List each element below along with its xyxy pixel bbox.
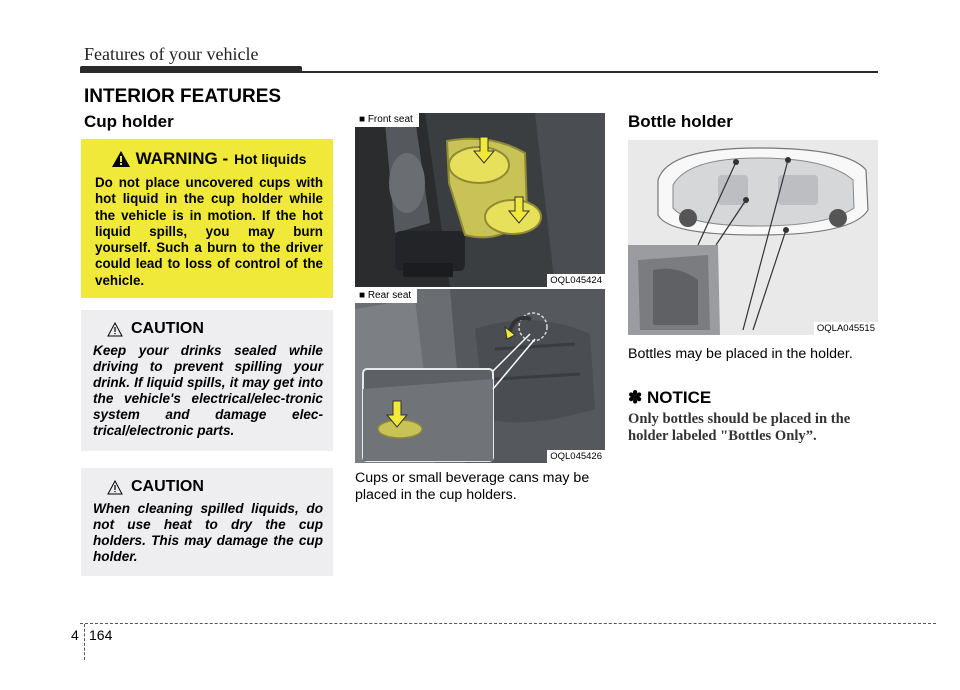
warning-box: [81, 139, 333, 298]
caution-triangle-icon: [107, 322, 123, 337]
rear-seat-label: ■ Rear seat: [355, 289, 417, 303]
front-seat-cup-holder-photo: [355, 113, 605, 287]
section-title: INTERIOR FEATURES: [84, 86, 282, 107]
warning-label: WARNING -: [135, 149, 229, 168]
warning-body: Do not place uncovered cups with hot liquid in the cup holder while the vehicle is in motion. If the hot liquid spills, you may burn yourself. Such a burn to the driver could lead to loss of control of the vehicle.: [95, 175, 323, 288]
header-rule: [80, 71, 878, 73]
footer-rule: [80, 623, 936, 624]
caution-title: [107, 320, 323, 338]
cup-holder-heading: Cup holder: [84, 112, 174, 131]
vehicle-cutaway-illustration: [628, 140, 878, 335]
warning-title: [95, 149, 323, 169]
bottle-holder-description: Bottles may be placed in the holder.: [628, 346, 853, 362]
caution-triangle-icon: [107, 480, 123, 495]
warning-subject: Hot liquids: [234, 151, 307, 167]
warning-triangle-icon: [112, 151, 130, 167]
chapter-number: 4: [71, 627, 79, 643]
caution-body: Keep your drinks sealed while driving to prevent spilling your drink. If liquid spills, it may get into the vehicle's electrical/elec-tronic system and damage elec-trical/electronic parts.: [93, 343, 323, 438]
cup-holder-description: Cups or small beverage cans may be placed in the cup holders.: [355, 470, 590, 503]
rear-photo-code: OQL045426: [547, 450, 605, 463]
front-seat-label: ■ Front seat: [355, 113, 419, 127]
caution-box-2: [81, 468, 333, 576]
page-number: 164: [89, 627, 113, 643]
rear-armrest-illustration: [355, 289, 605, 463]
footer-divider: [84, 624, 85, 660]
header-title: Features of your vehicle: [84, 44, 259, 64]
notice-body: Only bottles should be placed in the holder labeled "Bottles Only”.: [628, 411, 851, 444]
caution-box-1: [81, 310, 333, 451]
front-photo-code: OQL045424: [547, 274, 605, 287]
caution-body: When cleaning spilled liquids, do not use heat to dry the cup holders. This may damage the cup holder.: [93, 501, 323, 564]
bottle-holder-photo: [628, 140, 878, 335]
caution-title: [107, 478, 323, 496]
bottle-photo-code: OQLA045515: [814, 322, 878, 335]
rear-seat-cup-holder-photo: [355, 289, 605, 463]
caution-label: CAUTION: [131, 320, 204, 337]
front-console-illustration: [355, 113, 605, 287]
notice-title: ✽ NOTICE: [628, 388, 712, 407]
caution-label: CAUTION: [131, 478, 204, 495]
bottle-holder-heading: Bottle holder: [628, 112, 733, 131]
